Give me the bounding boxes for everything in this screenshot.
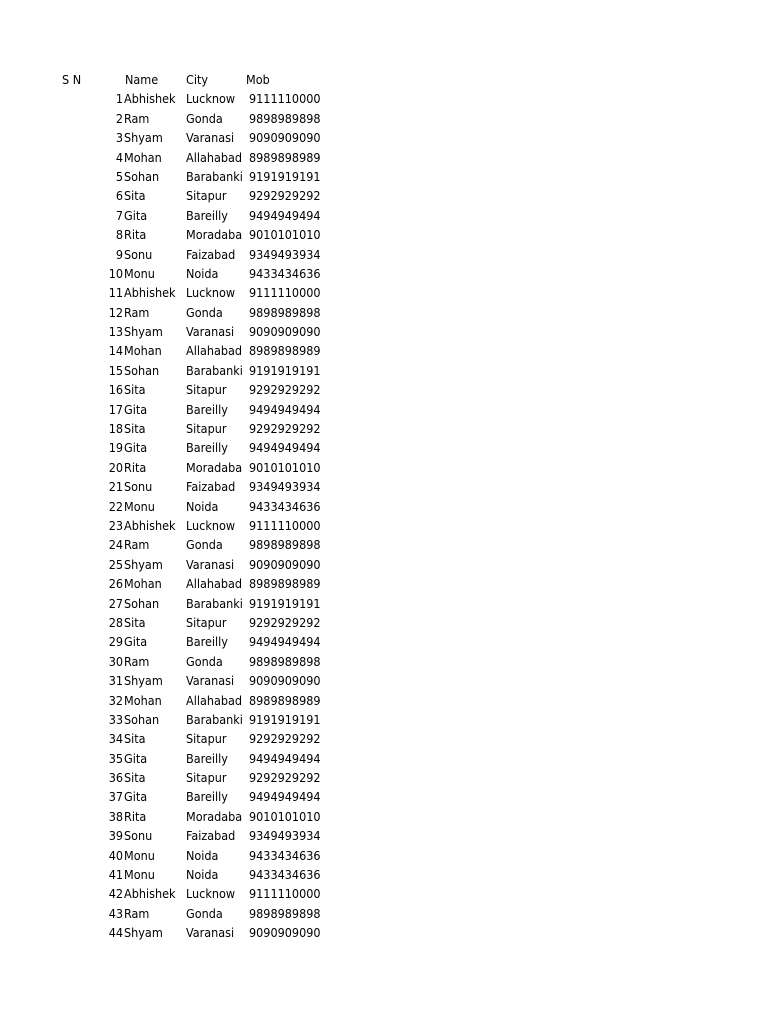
table-row	[0, 865, 768, 884]
cell-sn: 23	[108, 517, 123, 533]
cell-mob: 9292929292	[249, 614, 321, 630]
table-row	[0, 846, 768, 865]
cell-city: Gonda	[186, 537, 223, 553]
cell-sn: 8	[115, 227, 123, 243]
cell-sn: 28	[108, 614, 123, 630]
cell-city: Varanasi	[186, 324, 235, 340]
cell-mob: 9349493934	[249, 828, 321, 844]
cell-name: Mohan	[124, 149, 162, 165]
cell-sn: 38	[108, 808, 123, 824]
table-row	[0, 613, 768, 632]
cell-city: Bareilly	[186, 789, 228, 805]
cell-sn: 37	[108, 789, 123, 805]
cell-city: Moradaba	[186, 808, 243, 824]
table-row	[0, 671, 768, 690]
cell-mob: 9111110000	[249, 886, 321, 902]
table-row	[0, 632, 768, 651]
cell-city: Lucknow	[186, 517, 236, 533]
cell-name: Sita	[124, 614, 146, 630]
cell-sn: 13	[108, 324, 123, 340]
cell-city: Noida	[186, 265, 219, 281]
cell-mob: 9494949494	[249, 789, 321, 805]
cell-city: Lucknow	[186, 285, 236, 301]
table-row	[0, 245, 768, 264]
cell-name: Gita	[124, 634, 148, 650]
cell-name: Sonu	[124, 828, 153, 844]
table-row	[0, 574, 768, 593]
cell-name: Mohan	[124, 692, 162, 708]
cell-city: Sitapur	[186, 731, 227, 747]
cell-city: Noida	[186, 498, 219, 514]
cell-city: Faizabad	[186, 246, 236, 262]
cell-sn: 44	[108, 925, 123, 941]
table-row	[0, 826, 768, 845]
cell-name: Sohan	[124, 711, 160, 727]
cell-name: Gita	[124, 440, 148, 456]
table-row	[0, 710, 768, 729]
cell-name: Sita	[124, 421, 146, 437]
cell-sn: 12	[108, 304, 123, 320]
cell-mob: 9090909090	[249, 130, 321, 146]
table-body	[0, 89, 768, 942]
cell-mob: 9494949494	[249, 207, 321, 223]
cell-name: Gita	[124, 207, 148, 223]
cell-sn: 26	[108, 576, 123, 592]
cell-name: Gita	[124, 789, 148, 805]
cell-city: Noida	[186, 847, 219, 863]
cell-name: Rita	[124, 227, 147, 243]
cell-name: Abhishek	[124, 517, 176, 533]
header-row	[0, 70, 768, 89]
cell-name: Abhishek	[124, 886, 176, 902]
cell-mob: 9292929292	[249, 421, 321, 437]
cell-mob: 9494949494	[249, 634, 321, 650]
cell-city: Gonda	[186, 304, 223, 320]
cell-mob: 9898989898	[249, 110, 321, 126]
cell-sn: 40	[108, 847, 123, 863]
table-row	[0, 128, 768, 147]
cell-mob: 9010101010	[249, 227, 321, 243]
cell-city: Gonda	[186, 905, 223, 921]
cell-name: Sita	[124, 731, 146, 747]
cell-mob: 9191919191	[249, 362, 321, 378]
table-row	[0, 768, 768, 787]
cell-city: Varanasi	[186, 556, 235, 572]
cell-city: Barabanki	[186, 362, 243, 378]
cell-name: Sohan	[124, 168, 160, 184]
table-row	[0, 477, 768, 496]
header-city: City	[186, 72, 209, 87]
cell-city: Gonda	[186, 110, 223, 126]
table-row	[0, 361, 768, 380]
cell-mob: 9349493934	[249, 246, 321, 262]
table-row	[0, 904, 768, 923]
cell-name: Sita	[124, 382, 146, 398]
cell-mob: 9898989898	[249, 905, 321, 921]
cell-mob: 9433434636	[249, 867, 321, 883]
cell-name: Mohan	[124, 343, 162, 359]
cell-name: Shyam	[124, 673, 163, 689]
table-row	[0, 729, 768, 748]
cell-city: Gonda	[186, 653, 223, 669]
cell-mob: 9111110000	[249, 285, 321, 301]
cell-mob: 9111110000	[249, 91, 321, 107]
cell-sn: 16	[108, 382, 123, 398]
table-row	[0, 555, 768, 574]
cell-name: Ram	[124, 110, 150, 126]
cell-sn: 36	[108, 770, 123, 786]
cell-sn: 10	[108, 265, 123, 281]
cell-city: Barabanki	[186, 595, 243, 611]
cell-name: Gita	[124, 401, 148, 417]
cell-name: Sohan	[124, 595, 160, 611]
cell-mob: 9898989898	[249, 304, 321, 320]
cell-mob: 9010101010	[249, 459, 321, 475]
table-row	[0, 206, 768, 225]
cell-city: Lucknow	[186, 91, 236, 107]
cell-sn: 18	[108, 421, 123, 437]
cell-name: Ram	[124, 653, 150, 669]
cell-mob: 9191919191	[249, 595, 321, 611]
cell-name: Ram	[124, 304, 150, 320]
cell-sn: 14	[108, 343, 123, 359]
table-row	[0, 303, 768, 322]
cell-city: Varanasi	[186, 673, 235, 689]
table-row	[0, 884, 768, 903]
cell-mob: 9898989898	[249, 537, 321, 553]
cell-sn: 17	[108, 401, 123, 417]
cell-mob: 9898989898	[249, 653, 321, 669]
cell-sn: 42	[108, 886, 123, 902]
cell-sn: 41	[108, 867, 123, 883]
cell-mob: 9111110000	[249, 517, 321, 533]
cell-name: Sita	[124, 188, 146, 204]
cell-mob: 9349493934	[249, 479, 321, 495]
cell-name: Ram	[124, 905, 150, 921]
header-sn: S N	[62, 72, 82, 87]
cell-mob: 9090909090	[249, 925, 321, 941]
header-name: Name	[125, 72, 159, 87]
cell-name: Shyam	[124, 556, 163, 572]
table-row	[0, 594, 768, 613]
cell-city: Varanasi	[186, 130, 235, 146]
table-row	[0, 264, 768, 283]
cell-sn: 29	[108, 634, 123, 650]
cell-mob: 9292929292	[249, 188, 321, 204]
table-row	[0, 535, 768, 554]
table-row	[0, 186, 768, 205]
cell-sn: 31	[108, 673, 123, 689]
cell-mob: 9090909090	[249, 324, 321, 340]
cell-mob: 9433434636	[249, 265, 321, 281]
cell-sn: 2	[115, 110, 123, 126]
table-row	[0, 497, 768, 516]
cell-name: Shyam	[124, 925, 163, 941]
table-row	[0, 807, 768, 826]
cell-mob: 9433434636	[249, 847, 321, 863]
cell-sn: 32	[108, 692, 123, 708]
cell-city: Varanasi	[186, 925, 235, 941]
header-mob: Mob	[246, 72, 270, 87]
table-row	[0, 167, 768, 186]
cell-name: Sonu	[124, 479, 153, 495]
cell-sn: 9	[115, 246, 123, 262]
cell-city: Allahabad	[186, 576, 243, 592]
table-row	[0, 516, 768, 535]
cell-sn: 27	[108, 595, 123, 611]
table-row	[0, 749, 768, 768]
cell-mob: 8989898989	[249, 343, 321, 359]
cell-city: Sitapur	[186, 188, 227, 204]
cell-name: Ram	[124, 537, 150, 553]
table-row	[0, 109, 768, 128]
cell-city: Barabanki	[186, 711, 243, 727]
cell-name: Sonu	[124, 246, 153, 262]
cell-sn: 34	[108, 731, 123, 747]
cell-name: Shyam	[124, 324, 163, 340]
cell-mob: 8989898989	[249, 149, 321, 165]
table-row	[0, 458, 768, 477]
cell-sn: 11	[108, 285, 123, 301]
cell-mob: 9010101010	[249, 808, 321, 824]
cell-sn: 3	[115, 130, 123, 146]
cell-city: Moradaba	[186, 227, 243, 243]
cell-city: Faizabad	[186, 828, 236, 844]
cell-sn: 19	[108, 440, 123, 456]
table-row	[0, 148, 768, 167]
cell-mob: 9292929292	[249, 770, 321, 786]
cell-city: Bareilly	[186, 401, 228, 417]
cell-city: Lucknow	[186, 886, 236, 902]
cell-name: Mohan	[124, 576, 162, 592]
cell-mob: 8989898989	[249, 576, 321, 592]
cell-sn: 35	[108, 750, 123, 766]
cell-sn: 5	[115, 168, 123, 184]
table-row	[0, 419, 768, 438]
cell-sn: 25	[108, 556, 123, 572]
table-row	[0, 787, 768, 806]
cell-name: Monu	[124, 265, 155, 281]
cell-mob: 8989898989	[249, 692, 321, 708]
cell-name: Monu	[124, 498, 155, 514]
cell-name: Sita	[124, 770, 146, 786]
table-row	[0, 89, 768, 108]
cell-name: Rita	[124, 808, 147, 824]
cell-mob: 9191919191	[249, 711, 321, 727]
cell-city: Moradaba	[186, 459, 243, 475]
cell-sn: 7	[115, 207, 123, 223]
cell-mob: 9433434636	[249, 498, 321, 514]
cell-city: Noida	[186, 867, 219, 883]
cell-city: Barabanki	[186, 168, 243, 184]
cell-city: Sitapur	[186, 614, 227, 630]
cell-name: Monu	[124, 867, 155, 883]
cell-mob: 9494949494	[249, 750, 321, 766]
cell-name: Gita	[124, 750, 148, 766]
data-sheet	[0, 70, 768, 943]
table-row	[0, 380, 768, 399]
cell-sn: 33	[108, 711, 123, 727]
cell-name: Monu	[124, 847, 155, 863]
cell-sn: 43	[108, 905, 123, 921]
cell-city: Allahabad	[186, 692, 243, 708]
cell-sn: 6	[115, 188, 123, 204]
table-row	[0, 438, 768, 457]
table-row	[0, 400, 768, 419]
cell-sn: 39	[108, 828, 123, 844]
table-row	[0, 322, 768, 341]
cell-name: Rita	[124, 459, 147, 475]
cell-mob: 9494949494	[249, 440, 321, 456]
cell-mob: 9090909090	[249, 556, 321, 572]
cell-sn: 22	[108, 498, 123, 514]
cell-mob: 9090909090	[249, 673, 321, 689]
cell-mob: 9494949494	[249, 401, 321, 417]
table-row	[0, 225, 768, 244]
cell-city: Faizabad	[186, 479, 236, 495]
cell-name: Sohan	[124, 362, 160, 378]
cell-city: Bareilly	[186, 634, 228, 650]
cell-sn: 24	[108, 537, 123, 553]
cell-mob: 9191919191	[249, 168, 321, 184]
cell-city: Sitapur	[186, 770, 227, 786]
cell-sn: 15	[108, 362, 123, 378]
table-row	[0, 923, 768, 942]
cell-city: Sitapur	[186, 421, 227, 437]
table-row	[0, 652, 768, 671]
cell-mob: 9292929292	[249, 382, 321, 398]
cell-name: Shyam	[124, 130, 163, 146]
cell-city: Bareilly	[186, 440, 228, 456]
cell-name: Abhishek	[124, 285, 176, 301]
cell-city: Allahabad	[186, 149, 243, 165]
cell-city: Bareilly	[186, 750, 228, 766]
table-row	[0, 691, 768, 710]
cell-sn: 1	[115, 91, 123, 107]
cell-city: Allahabad	[186, 343, 243, 359]
cell-city: Bareilly	[186, 207, 228, 223]
table-row	[0, 283, 768, 302]
cell-sn: 20	[108, 459, 123, 475]
table-row	[0, 341, 768, 360]
cell-mob: 9292929292	[249, 731, 321, 747]
cell-sn: 30	[108, 653, 123, 669]
cell-city: Sitapur	[186, 382, 227, 398]
cell-sn: 21	[108, 479, 123, 495]
cell-name: Abhishek	[124, 91, 176, 107]
cell-sn: 4	[115, 149, 123, 165]
